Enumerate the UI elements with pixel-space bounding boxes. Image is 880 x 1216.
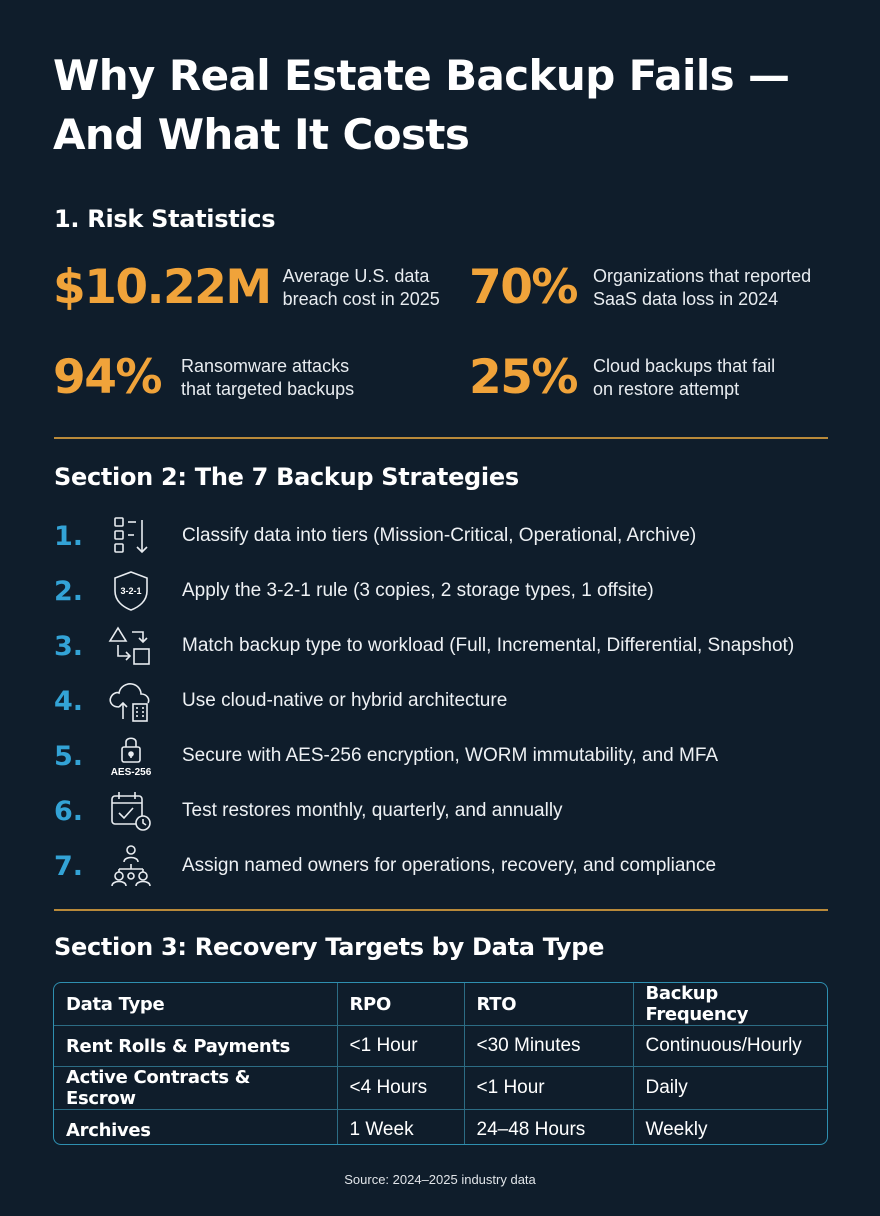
stat-value: 94% xyxy=(53,350,161,405)
page-title xyxy=(53,46,853,164)
table-cell: Active Contracts & Escrow xyxy=(54,1067,337,1110)
section-2-title: Section 2: The 7 Backup Strategies xyxy=(54,463,519,491)
table-header-row xyxy=(54,983,827,1026)
strategy-item xyxy=(54,734,844,778)
strategy-number: 5. xyxy=(54,740,84,772)
stat-value: 25% xyxy=(469,350,577,405)
strategy-number: 7. xyxy=(54,850,84,882)
strategy-text: Use cloud-native or hybrid architecture xyxy=(182,690,508,711)
table-row xyxy=(54,1026,827,1067)
strategy-item xyxy=(54,679,844,723)
svg-text:3-2-1: 3-2-1 xyxy=(120,586,142,596)
strategy-text: Classify data into tiers (Mission-Critical, Operational, Archive) xyxy=(182,525,697,546)
title-line-1: Why Real Estate Backup Fails — xyxy=(53,51,790,100)
column-header: Backup Frequency xyxy=(633,983,827,1026)
table-cell: Archives xyxy=(54,1110,337,1146)
stat-value: 70% xyxy=(469,260,577,315)
stat-description: Organizations that reported SaaS data loss in 2024 xyxy=(593,265,812,309)
strategy-number: 2. xyxy=(54,575,84,607)
strategy-number: 6. xyxy=(54,795,84,827)
section-1-title: 1. Risk Statistics xyxy=(54,205,276,233)
strategy-text: Assign named owners for operations, recovery, and compliance xyxy=(182,855,717,876)
table-cell: Rent Rolls & Payments xyxy=(54,1026,337,1067)
stat-restore-fail xyxy=(469,350,775,405)
section-3-title: Section 3: Recovery Targets by Data Type xyxy=(54,933,605,961)
table-cell: 24–48 Hours xyxy=(464,1110,633,1146)
strategy-item xyxy=(54,569,844,613)
team-owners-icon xyxy=(100,844,162,888)
strategy-item xyxy=(54,789,844,833)
column-header: Data Type xyxy=(54,983,337,1026)
strategy-text: Secure with AES-256 encryption, WORM immutability, and MFA xyxy=(182,745,719,766)
table-cell: <1 Hour xyxy=(464,1067,633,1110)
table-cell: Weekly xyxy=(645,1119,708,1140)
table-cell: <30 Minutes xyxy=(464,1026,633,1067)
strategy-item xyxy=(54,624,844,668)
table-row xyxy=(54,1067,827,1110)
stat-description: Average U.S. data breach cost in 2025 xyxy=(282,265,440,309)
table-row xyxy=(54,1110,827,1146)
strategy-item xyxy=(54,844,844,888)
strategy-number: 1. xyxy=(54,520,84,552)
recovery-targets-table xyxy=(53,982,828,1145)
table-cell: 1 Week xyxy=(337,1110,464,1146)
stat-ransomware xyxy=(53,350,354,405)
strategy-item xyxy=(54,514,844,558)
divider xyxy=(54,909,828,911)
title-line-2: And What It Costs xyxy=(53,110,470,159)
svg-text:AES-256: AES-256 xyxy=(110,767,152,778)
strategy-number: 4. xyxy=(54,685,84,717)
stat-description: Ransomware attacks that targeted backups xyxy=(181,355,355,399)
strategy-text: Match backup type to workload (Full, Incremental, Differential, Snapshot) xyxy=(182,635,795,656)
stat-saas-loss xyxy=(469,260,811,315)
shield-321-icon xyxy=(100,569,162,613)
divider xyxy=(54,437,828,439)
column-header: RTO xyxy=(464,983,633,1026)
table-cell: <1 Hour xyxy=(337,1026,464,1067)
lock-icon xyxy=(100,734,162,778)
strategy-text: Apply the 3-2-1 rule (3 copies, 2 storage types, 1 offsite) xyxy=(182,580,654,601)
strategy-text: Test restores monthly, quarterly, and annually xyxy=(182,800,563,821)
column-header: RPO xyxy=(337,983,464,1026)
shapes-match-icon xyxy=(100,624,162,668)
stat-breach-cost xyxy=(53,260,440,315)
cloud-building-icon xyxy=(100,679,162,723)
stat-value: $10.22M xyxy=(53,260,271,315)
classify-tiers-icon xyxy=(100,514,162,558)
table-cell: Daily xyxy=(633,1067,827,1110)
table-cell: <4 Hours xyxy=(337,1067,464,1110)
source-note: Source: 2024–2025 industry data xyxy=(344,1172,536,1187)
stat-description: Cloud backups that fail on restore attempt xyxy=(593,355,776,399)
calendar-check-icon xyxy=(100,789,162,833)
table-cell: Continuous/Hourly xyxy=(633,1026,827,1067)
strategy-number: 3. xyxy=(54,630,84,662)
